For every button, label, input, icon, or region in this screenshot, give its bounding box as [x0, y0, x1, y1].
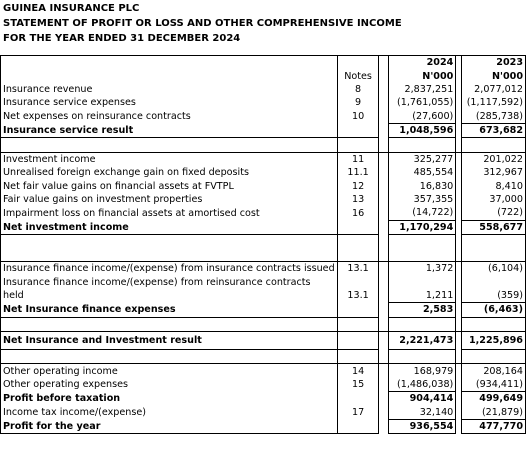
table-row [1, 83, 526, 96]
row-value-2024: (1,761,055) [388, 96, 456, 109]
row-label: Insurance finance income/(expense) from reinsurance contracts [1, 275, 338, 288]
row-value-2023: 477,770 [461, 419, 525, 433]
row-label: Profit before taxation [1, 392, 338, 406]
row-label: Insurance service result [1, 123, 338, 137]
row-label: Income tax income/(expense) [1, 406, 338, 420]
spacer-row [1, 138, 526, 152]
table-row [1, 275, 526, 288]
row-label: Impairment loss on financial assets at amortised cost [1, 206, 338, 220]
unit-2024: N'000 [388, 69, 456, 82]
row-value-2023: 2,077,012 [461, 83, 525, 96]
row-label: Insurance finance income/(expense) from insurance contracts issued [1, 262, 338, 276]
row-label: Other operating income [1, 364, 338, 378]
row-label: Net Insurance and Investment result [1, 332, 338, 350]
table-row [1, 419, 526, 433]
table-row [1, 110, 526, 124]
row-value-2024: 2,583 [388, 303, 456, 317]
row-value-2023: (934,411) [461, 378, 525, 392]
row-value-2023: (722) [461, 206, 525, 220]
row-value-2024: 485,554 [388, 166, 456, 179]
table-row [1, 206, 526, 220]
table-row [1, 166, 526, 179]
row-note: 8 [337, 83, 379, 96]
statement-period: FOR THE YEAR ENDED 31 DECEMBER 2024 [3, 33, 241, 44]
row-value-2024: 904,414 [388, 392, 456, 406]
row-value-2023: (21,879) [461, 406, 525, 420]
row-value-2023: 312,967 [461, 166, 525, 179]
table-row [1, 303, 526, 317]
row-note: 11.1 [337, 166, 379, 179]
row-value-2024: 357,355 [388, 193, 456, 206]
row-value-2023: 8,410 [461, 180, 525, 193]
row-note [337, 419, 379, 433]
row-label: Other operating expenses [1, 378, 338, 392]
row-note [337, 392, 379, 406]
spacer-row [1, 235, 526, 262]
row-value-2023: (359) [461, 289, 525, 303]
row-note: 10 [337, 110, 379, 124]
table-row [1, 364, 526, 378]
spacer-row [1, 350, 526, 364]
table-row [1, 96, 526, 109]
spacer-row [1, 317, 526, 331]
table-row [1, 152, 526, 166]
table-row [1, 220, 526, 234]
row-value-2024: (14,722) [388, 206, 456, 220]
statement-title: STATEMENT OF PROFIT OR LOSS AND OTHER COMPREHENSIVE INCOME [3, 18, 402, 29]
table-row [1, 332, 526, 350]
row-value-2024: (27,600) [388, 110, 456, 124]
row-value-2023: 1,225,896 [461, 332, 525, 350]
row-note: 13.1 [337, 289, 379, 303]
row-note: 17 [337, 406, 379, 420]
table-row [1, 406, 526, 420]
unit-2023: N'000 [461, 69, 525, 82]
row-value-2023: (6,104) [461, 262, 525, 276]
row-value-2023: (1,117,592) [461, 96, 525, 109]
row-note [337, 123, 379, 137]
row-value-2024: 1,372 [388, 262, 456, 276]
year-2023-header: 2023 [461, 56, 525, 70]
notes-header: Notes [337, 69, 379, 82]
table-row [1, 378, 526, 392]
company-name: GUINEA INSURANCE PLC [3, 3, 140, 14]
year-2024-header: 2024 [388, 56, 456, 70]
table-row [1, 289, 526, 303]
row-value-2024 [388, 275, 456, 288]
row-value-2023: 558,677 [461, 220, 525, 234]
row-value-2023: 673,682 [461, 123, 525, 137]
table-row [1, 69, 526, 82]
row-label: Investment income [1, 152, 338, 166]
row-value-2023: 208,164 [461, 364, 525, 378]
row-note: 13.1 [337, 262, 379, 276]
row-note: 11 [337, 152, 379, 166]
row-label: Insurance revenue [1, 83, 338, 96]
row-note: 9 [337, 96, 379, 109]
row-value-2024: 325,277 [388, 152, 456, 166]
row-value-2024: 2,221,473 [388, 332, 456, 350]
row-label: held [1, 289, 338, 303]
row-label: Profit for the year [1, 419, 338, 433]
row-note [337, 303, 379, 317]
row-note: 13 [337, 193, 379, 206]
row-note [337, 220, 379, 234]
table-row [1, 193, 526, 206]
row-value-2024: 936,554 [388, 419, 456, 433]
table-row [1, 180, 526, 193]
row-value-2024: (1,486,038) [388, 378, 456, 392]
row-note [337, 275, 379, 288]
row-label: Insurance service expenses [1, 96, 338, 109]
row-label: Net fair value gains on financial assets at FVTPL [1, 180, 338, 193]
row-value-2023: (6,463) [461, 303, 525, 317]
row-label: Unrealised foreign exchange gain on fixed deposits [1, 166, 338, 179]
row-label: Net investment income [1, 220, 338, 234]
table-row [1, 123, 526, 137]
row-label: Fair value gains on investment properties [1, 193, 338, 206]
row-value-2024: 32,140 [388, 406, 456, 420]
table-row [1, 392, 526, 406]
row-value-2024: 2,837,251 [388, 83, 456, 96]
row-note: 16 [337, 206, 379, 220]
row-label: Net expenses on reinsurance contracts [1, 110, 338, 124]
row-note: 15 [337, 378, 379, 392]
row-value-2024: 1,048,596 [388, 123, 456, 137]
row-value-2023: (285,738) [461, 110, 525, 124]
row-note: 12 [337, 180, 379, 193]
row-value-2023: 499,649 [461, 392, 525, 406]
row-value-2024: 1,170,294 [388, 220, 456, 234]
row-value-2023 [461, 275, 525, 288]
table-row [1, 56, 526, 70]
row-value-2024: 168,979 [388, 364, 456, 378]
row-note [337, 332, 379, 350]
row-value-2024: 16,830 [388, 180, 456, 193]
table-row [1, 262, 526, 276]
row-value-2024: 1,211 [388, 289, 456, 303]
row-value-2023: 201,022 [461, 152, 525, 166]
row-note: 14 [337, 364, 379, 378]
row-label: Net Insurance finance expenses [1, 303, 338, 317]
income-statement-table [0, 55, 526, 434]
statement-header [3, 1, 402, 46]
row-value-2023: 37,000 [461, 193, 525, 206]
